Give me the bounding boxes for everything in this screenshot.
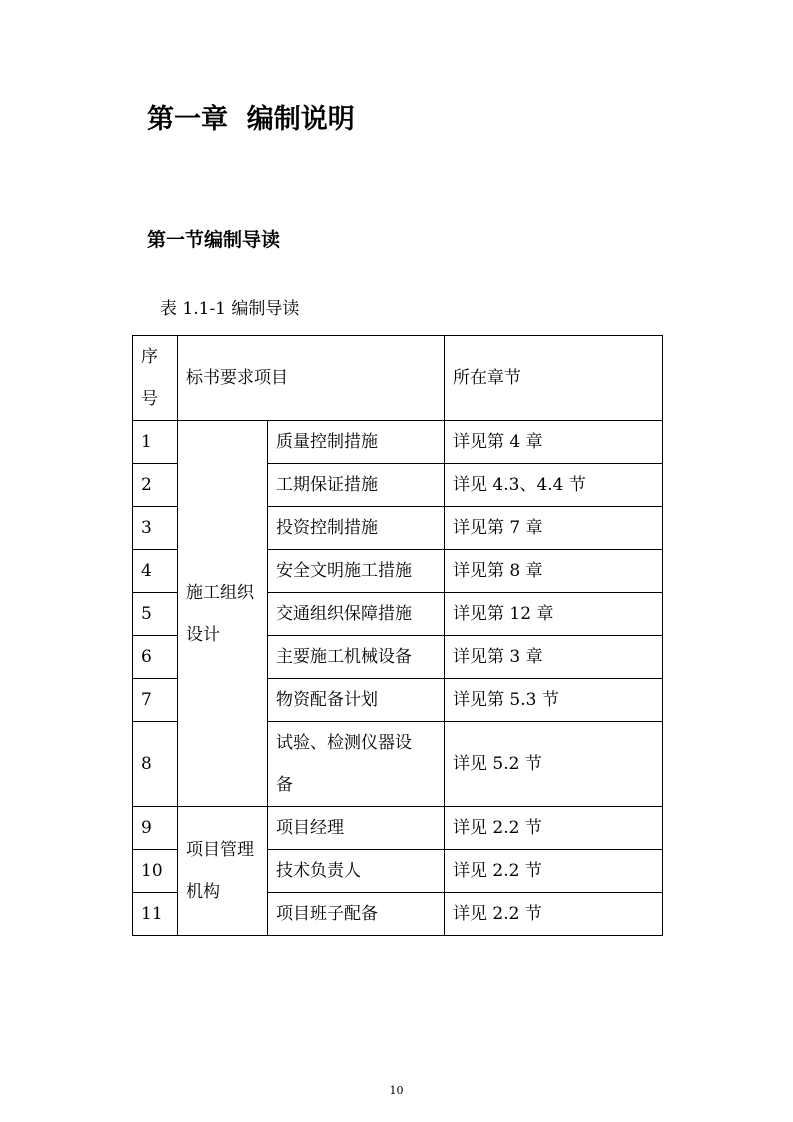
chapter-title: 第一章 编制说明: [147, 104, 355, 135]
group-design-line1: 施工组织: [186, 582, 254, 603]
row-no: 1: [133, 421, 178, 464]
row-no: 8: [133, 722, 178, 807]
row-no: 7: [133, 679, 178, 722]
row-item-line1: 试验、检测仪器设: [276, 733, 412, 753]
row-item: 技术负责人: [268, 850, 445, 893]
group-design: [178, 421, 268, 807]
row-item: 项目经理: [268, 807, 445, 850]
row-chapter: 详见第 4 章: [445, 421, 663, 464]
row-no: 2: [133, 464, 178, 507]
row-item: 投资控制措施: [268, 507, 445, 550]
row-item: 工期保证措施: [268, 464, 445, 507]
row-no: 4: [133, 550, 178, 593]
table-row: [133, 807, 663, 850]
header-item: 标书要求项目: [178, 336, 445, 421]
table-caption: 表 1.1-1 编制导读: [160, 299, 300, 319]
row-item: 物资配备计划: [268, 679, 445, 722]
row-no: 3: [133, 507, 178, 550]
row-chapter: 详见第 7 章: [445, 507, 663, 550]
row-chapter: 详见第 5.3 节: [445, 679, 663, 722]
header-chapter: 所在章节: [445, 336, 663, 421]
row-item-line2: 备: [276, 775, 293, 795]
row-item: 质量控制措施: [268, 421, 445, 464]
guide-table: [132, 335, 663, 936]
row-chapter: 详见 2.2 节: [445, 893, 663, 936]
table-header-row: [133, 336, 663, 421]
header-no: [133, 336, 178, 421]
row-no: 9: [133, 807, 178, 850]
page-number: 10: [389, 1084, 404, 1097]
row-chapter: 详见第 12 章: [445, 593, 663, 636]
row-chapter: 详见第 3 章: [445, 636, 663, 679]
row-item: [268, 722, 445, 807]
section-title: 第一节编制导读: [147, 229, 281, 251]
row-chapter: 详见 2.2 节: [445, 807, 663, 850]
row-item: 主要施工机械设备: [268, 636, 445, 679]
table-row: [133, 421, 663, 464]
row-chapter: 详见 5.2 节: [445, 722, 663, 807]
row-no: 6: [133, 636, 178, 679]
group-design-line2: 设计: [186, 624, 220, 645]
group-mgmt-line2: 机构: [186, 882, 220, 902]
row-item: 交通组织保障措施: [268, 593, 445, 636]
row-chapter: 详见 4.3、4.4 节: [445, 464, 663, 507]
row-item: 项目班子配备: [268, 893, 445, 936]
row-chapter: 详见第 8 章: [445, 550, 663, 593]
row-item: 安全文明施工措施: [268, 550, 445, 593]
group-mgmt-line1: 项目管理: [186, 840, 254, 860]
header-no-line1: 序: [141, 347, 158, 367]
row-chapter: 详见 2.2 节: [445, 850, 663, 893]
row-no: 11: [133, 893, 178, 936]
row-no: 10: [133, 850, 178, 893]
header-no-line2: 号: [141, 389, 158, 409]
row-no: 5: [133, 593, 178, 636]
group-mgmt: [178, 807, 268, 936]
